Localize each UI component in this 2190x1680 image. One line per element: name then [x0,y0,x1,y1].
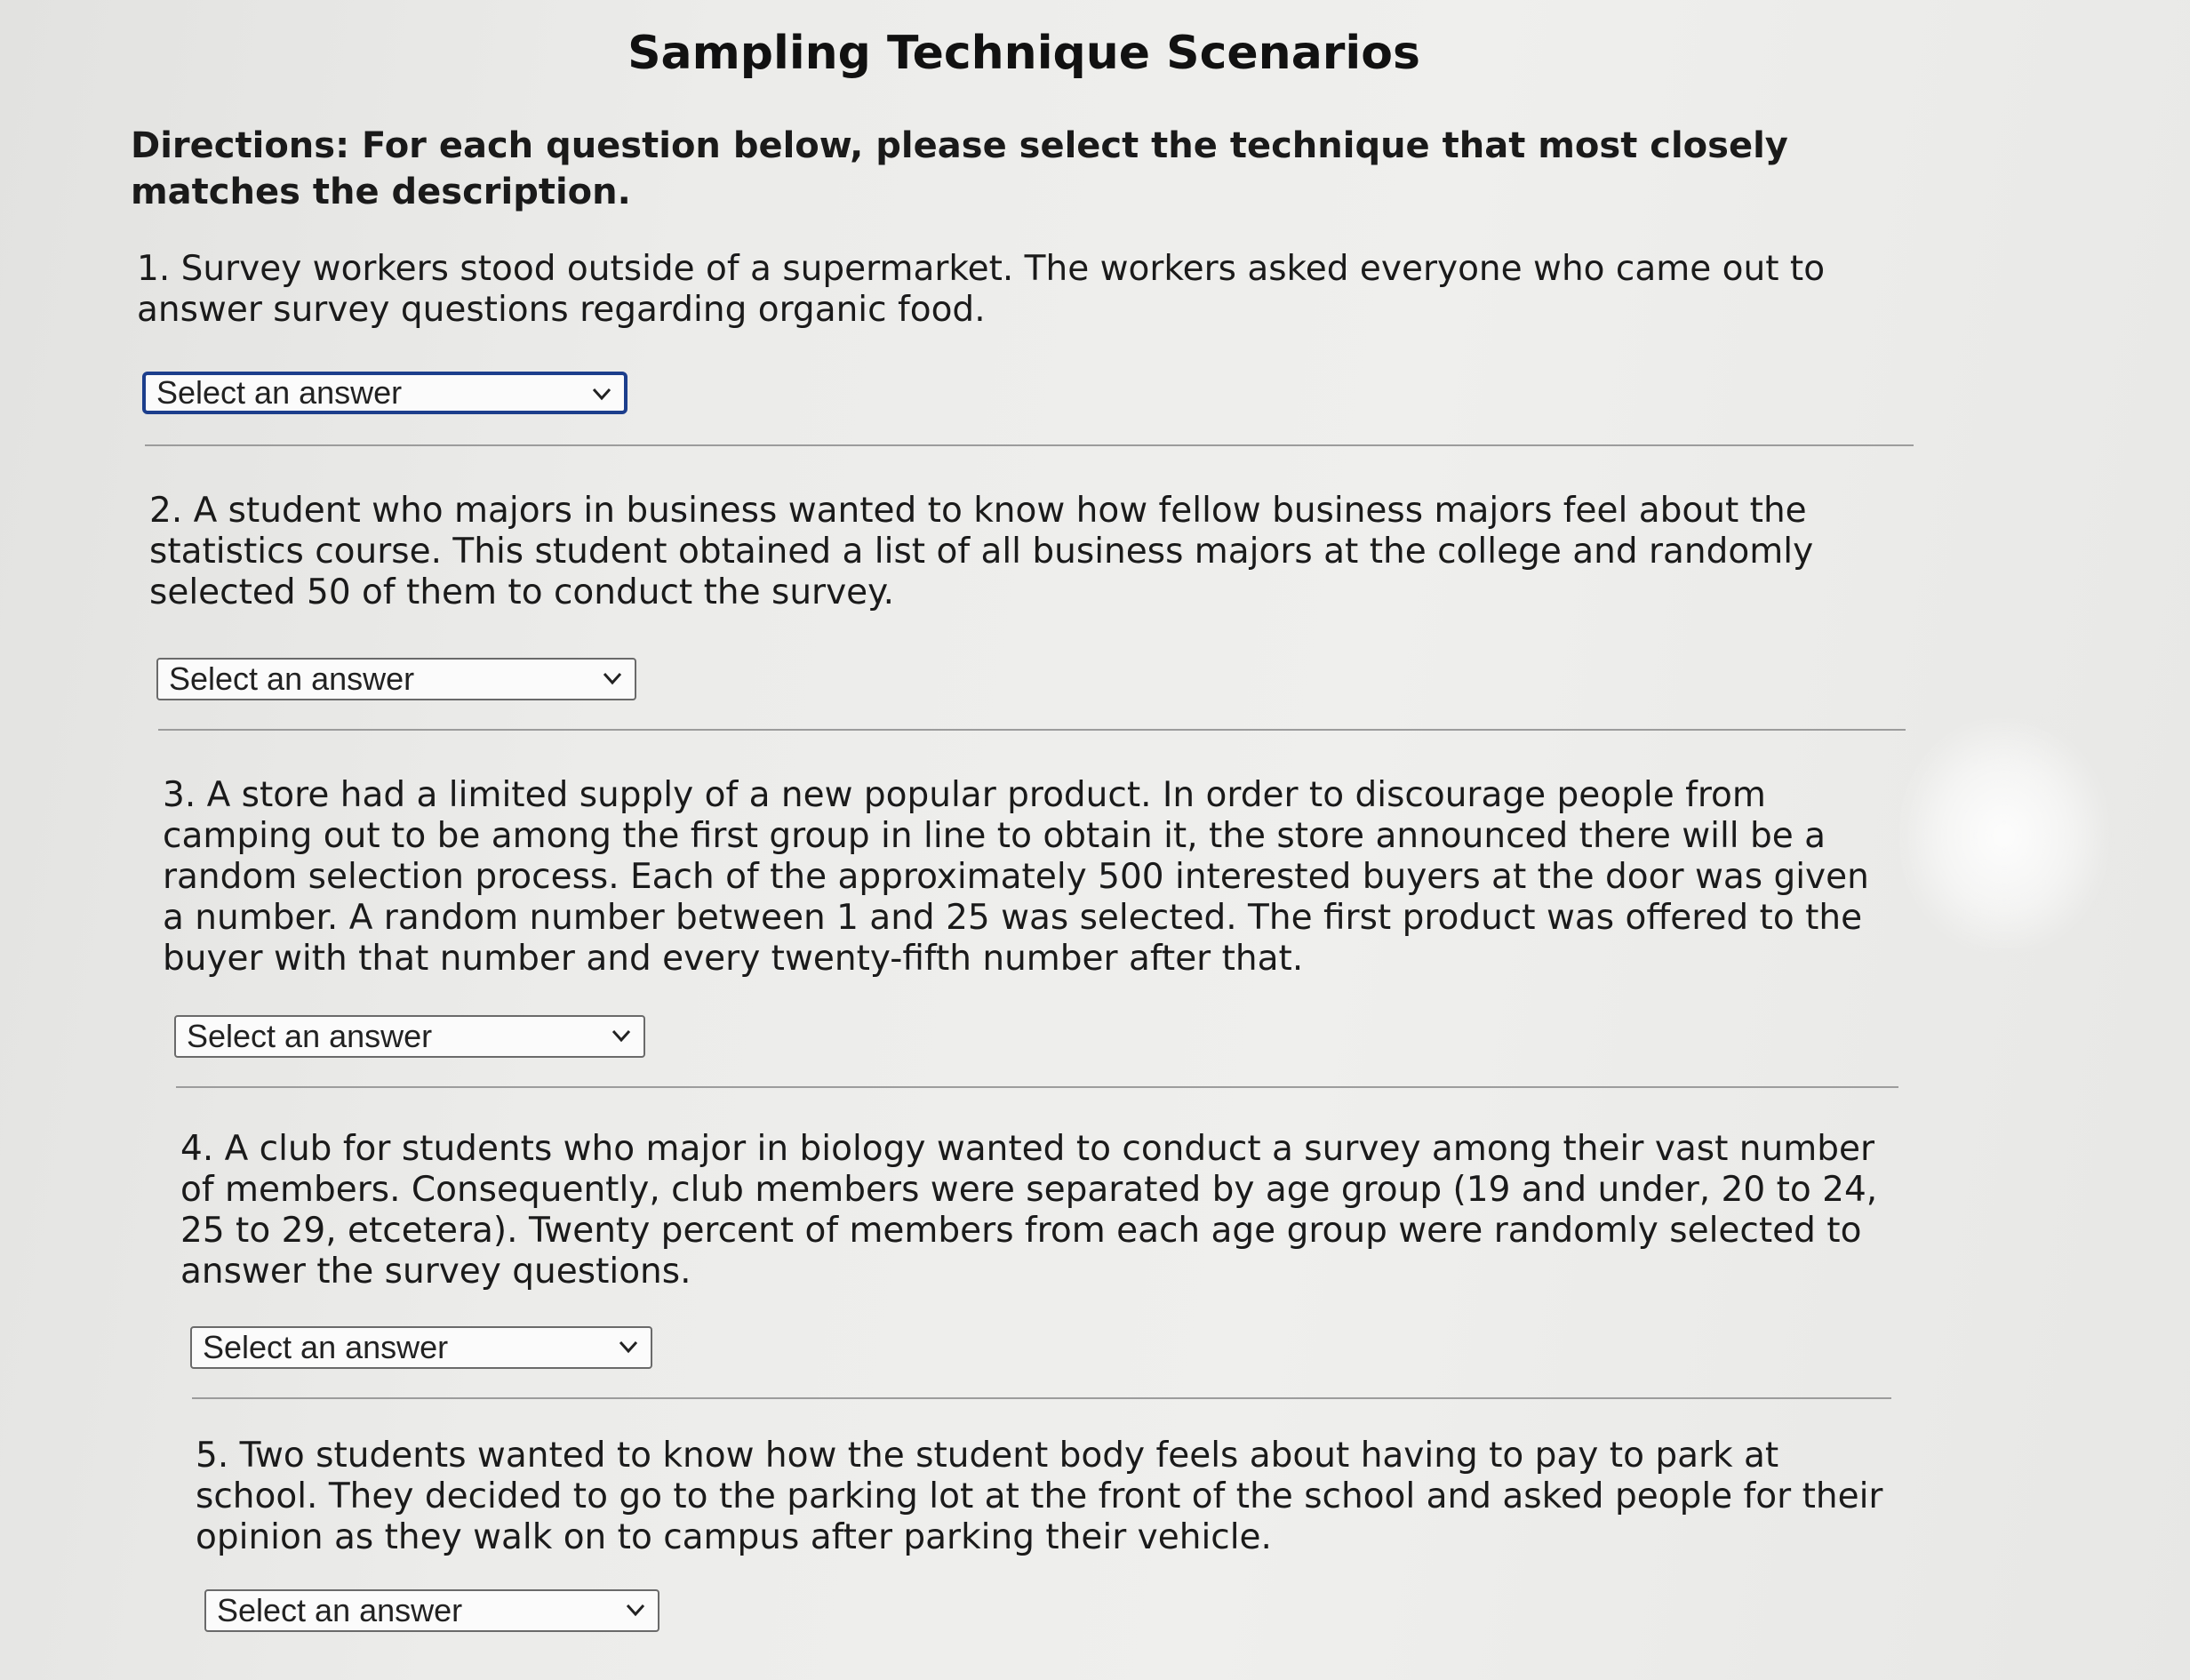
question-2-answer-select[interactable] [156,658,636,700]
question-2-divider [158,729,1906,731]
question-5-text: 5. Two students wanted to know how the student body feels about having to pay to park at school. They decided to go to the parking lot at the front of the school and asked people for their opinion as they walk on to campus after parking their vehicle. [196,1436,1883,1557]
question-1-answer-select[interactable] [142,372,627,414]
question-4-divider [192,1397,1891,1399]
question-1-selected-value: Select an answer [156,374,403,411]
question-5-selected-value: Select an answer [217,1592,463,1628]
question-3-text: 3. A store had a limited supply of a new popular product. In order to discourage people from camping out to be among the first group in line to obtain it, the store announced there will be a random selection process. Each of the approximately 500 interested buyers at the door was given a number. A random number between 1 and 25 was selected. The first product was offered to the buyer with that number and every twenty-fifth number after that. [163,775,1869,979]
chevron-down-icon [599,663,626,695]
question-4-answer-select[interactable] [190,1326,652,1369]
question-1-divider [145,444,1914,446]
screen-glare [1902,720,2106,951]
question-2-text: 2. A student who majors in business wanted to know how fellow business majors feel about the statistics course. This student obtained a list of all business majors at the college and randomly selected 50 of them to conduct the survey. [149,491,1814,612]
question-2-selected-value: Select an answer [169,660,415,697]
chevron-down-icon [615,1332,642,1364]
question-1-text: 1. Survey workers stood outside of a supermarket. The workers asked everyone who came out to answer survey questions regarding organic food. [137,249,1826,330]
chevron-down-icon [622,1595,649,1627]
chevron-down-icon [588,379,615,411]
question-3-divider [176,1086,1898,1088]
question-3-answer-select[interactable] [174,1015,645,1058]
question-4-text: 4. A club for students who major in biology wanted to conduct a survey among their vast number of members. Consequently, club members were separated by age group (19 and under, 20 to 24, 25 to 29, etcetera). Twenty percent of members from each age group were randomly selected to answer the survey questions. [180,1129,1878,1292]
question-3-selected-value: Select an answer [187,1018,433,1054]
question-4-selected-value: Select an answer [203,1329,449,1365]
question-5-answer-select[interactable] [204,1589,659,1632]
page-title: Sampling Technique Scenarios [627,27,1420,80]
chevron-down-icon [608,1020,635,1052]
directions-text: Directions: For each question below, please select the technique that most closely matches the description. [131,125,1788,212]
